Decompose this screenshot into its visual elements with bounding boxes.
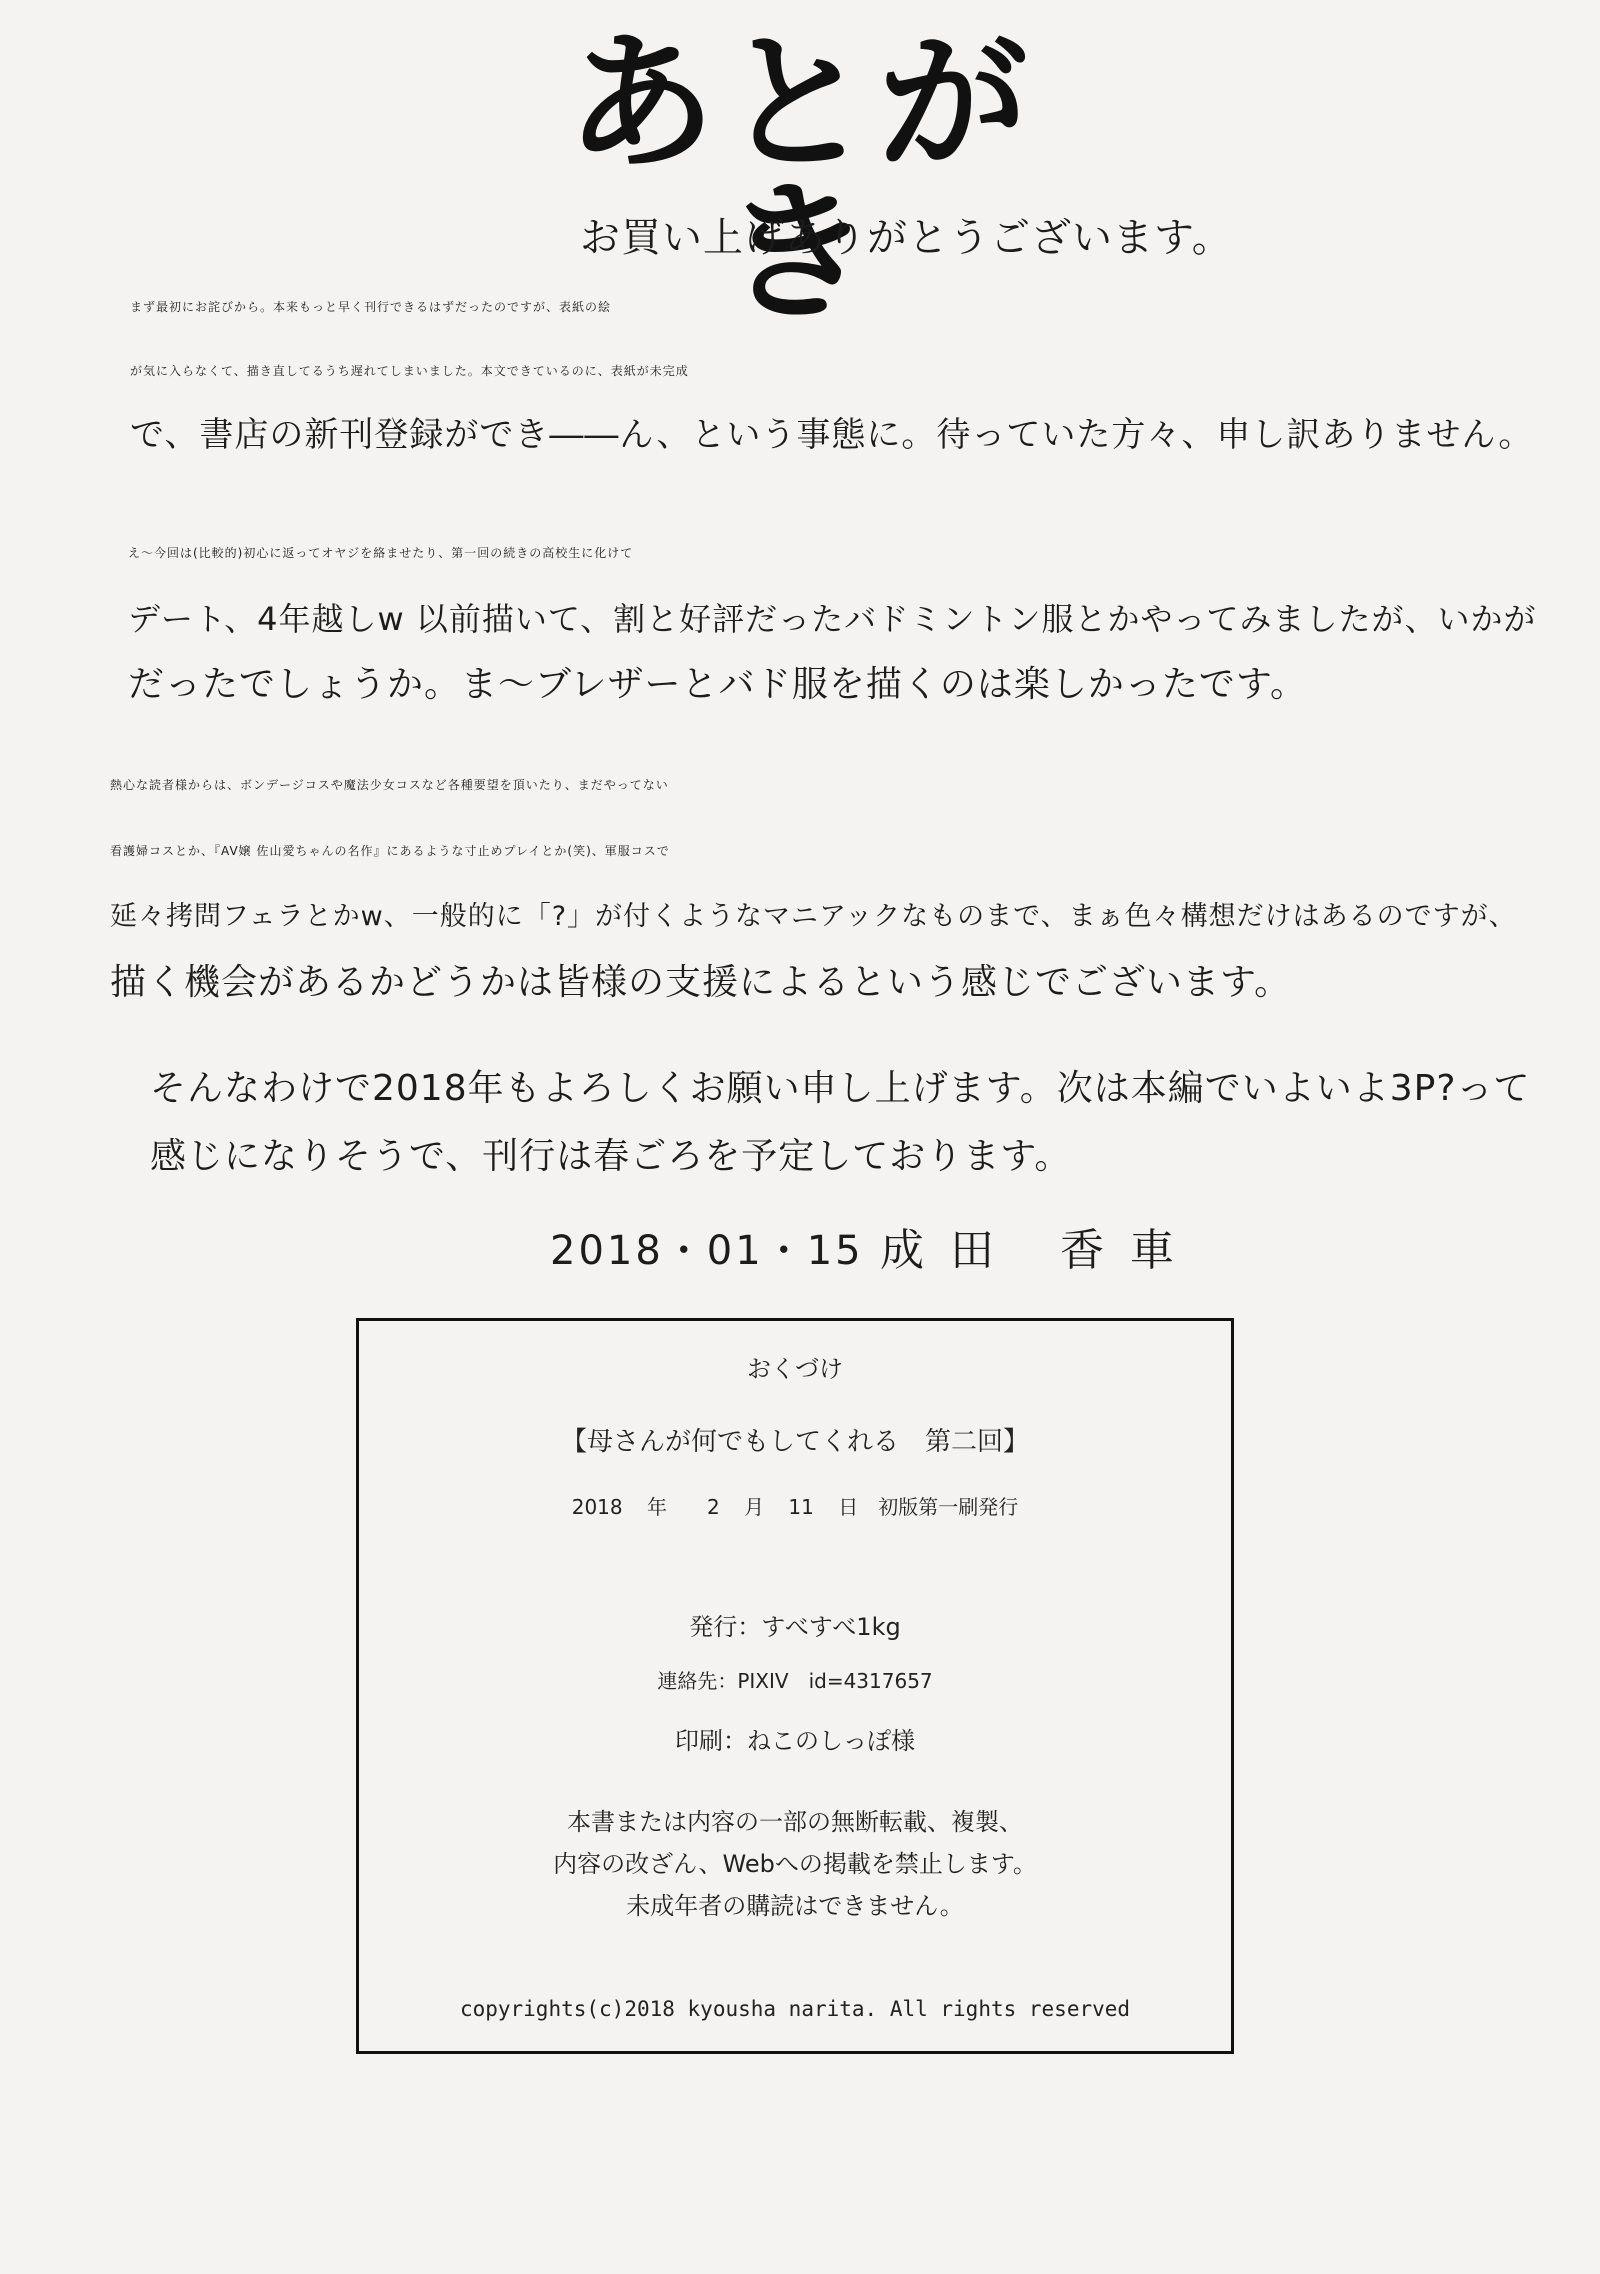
colophon-book-title: 【母さんが何でもしてくれる 第二回】 <box>560 1427 1029 1457</box>
notice-line: 未成年者の購読はできません。 <box>626 1892 964 1920</box>
paragraph-line: デート、4年越しw 以前描いて、割と好評だったバドミントン服とかやってみましたが、いかが <box>128 600 1537 638</box>
colophon-release-date: 2018 年 2 月 11 日 初版第一刷発行 <box>571 1495 1019 1519</box>
signature-date: 2018・01・15 <box>550 1228 864 1274</box>
colophon-printer: 印刷：ねこのしっぽ様 <box>675 1727 915 1755</box>
notice-line: 内容の改ざん、Webへの掲載を禁止します。 <box>553 1850 1037 1878</box>
colophon-heading: おくづけ <box>747 1355 843 1383</box>
colophon-box <box>356 1318 1234 2054</box>
paragraph-closing <box>150 1055 1530 1191</box>
greeting-line: お買い上げありがとうございます。 <box>580 215 1233 261</box>
afterword-title: あとがき <box>565 15 1034 341</box>
signature-author: 成田 香車 <box>880 1225 1200 1276</box>
colophon-copyright: copyrights(c)2018 kyousha narita. All rights reserved <box>459 1997 1131 2021</box>
paragraph-line: 延々拷問フェラとかw、一般的に「?」が付くようなマニアックなものまで、まぁ色々構想だけはあるのですが、 <box>110 901 1517 932</box>
paragraph-line: で、書店の新刊登録ができ――ん、という事態に。待っていた方々、申し訳ありません。 <box>130 415 1534 455</box>
notice-line: 本書または内容の一部の無断転載、複製、 <box>567 1808 1023 1836</box>
paragraph-line: だったでしょうか。ま～ブレザーとバド服を描くのは楽しかったです。 <box>128 664 1307 705</box>
paragraph-line: そんなわけで2018年もよろしくお願い申し上げます。次は本編でいよいよ3P?って <box>150 1068 1531 1109</box>
paragraph-line: え～今回は(比較的)初心に返ってオヤジを絡ませたり、第一回の続きの高校生に化けて <box>128 546 634 560</box>
paragraph-line: 描く機会があるかどうかは皆様の支援によるという感じでございます。 <box>110 962 1292 1003</box>
paragraph-line: 感じになりそうで、刊行は春ごろを予定しております。 <box>150 1136 1072 1177</box>
paragraph-line: が気に入らなくて、描き直してるうち遅れてしまいました。本文できているのに、表紙が未完成 <box>130 364 689 378</box>
colophon-notice <box>359 1801 1231 1927</box>
paragraph-line: 熱心な読者様からは、ボンデージコスや魔法少女コスなど各種要望を頂いたり、まだやってない <box>110 778 669 792</box>
colophon-contact: 連絡先：PIXIV id=4317657 <box>657 1669 933 1693</box>
paragraph-this-issue <box>128 520 1537 718</box>
paragraph-line: 看護婦コスとか、『AV嬢 佐山愛ちゃんの名作』にあるような寸止めプレイとか(笑)、軍服コスで <box>110 844 670 858</box>
paragraph-line: まず最初にお詫びから。本来もっと早く刊行できるはずだったのですが、表紙の絵 <box>130 300 612 314</box>
colophon-publisher: 発行：すべすべ1kg <box>689 1613 901 1641</box>
paragraph-apology <box>130 275 1533 467</box>
paragraph-requests <box>110 752 1517 1016</box>
